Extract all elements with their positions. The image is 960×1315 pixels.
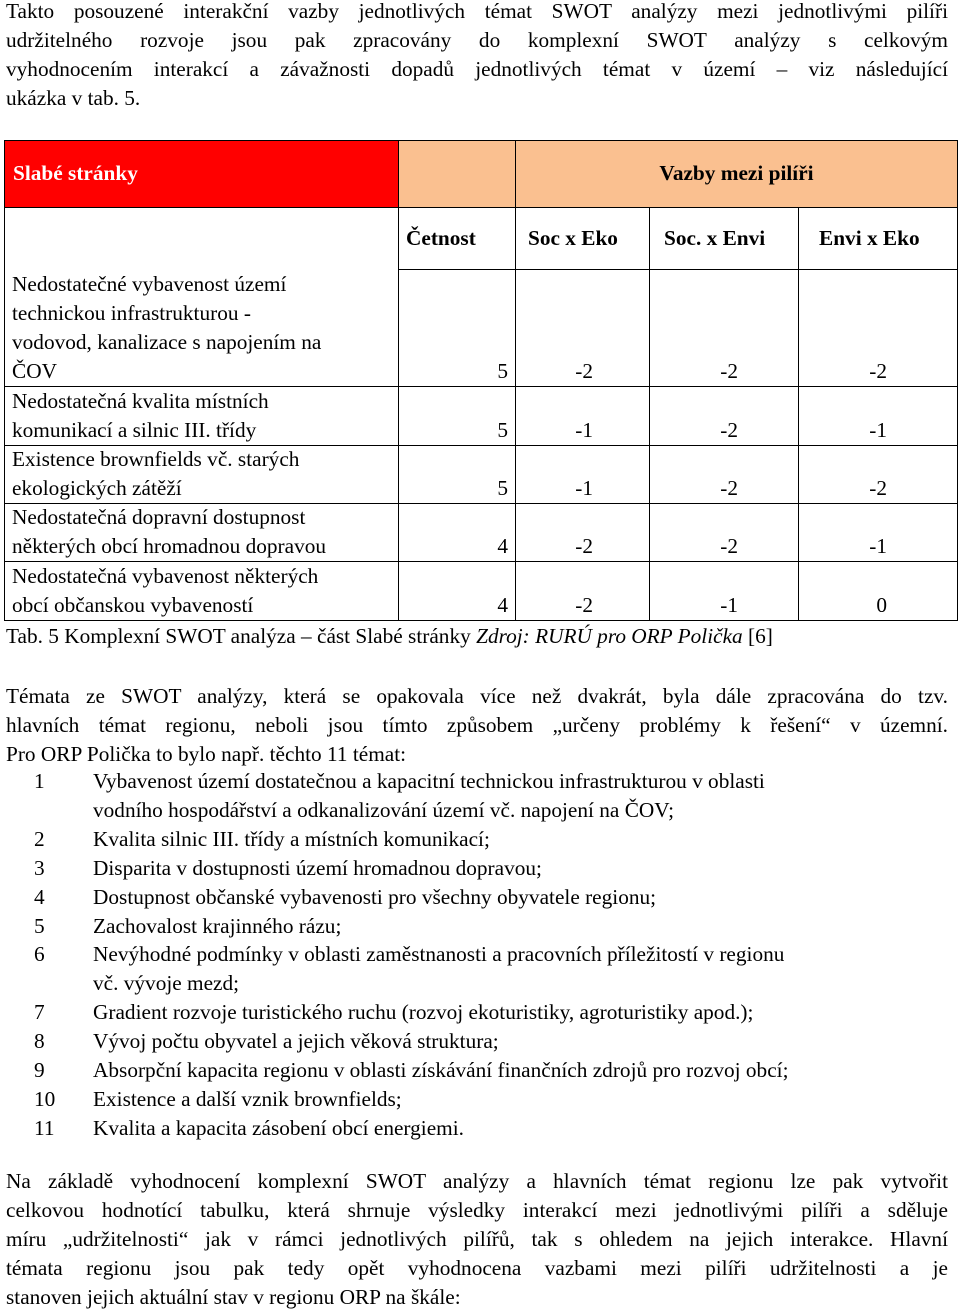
caption-source: Zdroj: RURÚ pro ORP Polička	[476, 624, 743, 648]
grid-line	[398, 207, 399, 269]
list-number: 10	[34, 1086, 56, 1111]
cell-cetnost: 5	[497, 359, 508, 383]
list-item	[0, 1085, 960, 1114]
text-line: vyhodnocením interakcí a závažnosti dopadů jednotlivých témat v území – viz následující	[6, 57, 948, 81]
grid-line	[4, 207, 5, 269]
text-line: stanoven jejich aktuální stav v regionu ORP na škále:	[6, 1285, 461, 1309]
cell-cetnost: 5	[497, 418, 508, 442]
list-text: Nevýhodné podmínky v oblasti zaměstnanosti a pracovních příležitostí v regionu	[93, 942, 785, 967]
list-text: Disparita v dostupnosti území hromadnou dopravou;	[93, 855, 542, 880]
row-label: Existence brownfields vč. starých ekologických zátěží	[12, 447, 300, 500]
cell-envi-eko: -2	[869, 476, 887, 500]
grid-line	[4, 269, 5, 270]
grid-line	[398, 269, 958, 270]
row-label: Nedostatečná dopravní dostupnost některých obcí hromadnou dopravou	[12, 505, 327, 558]
cell-soc-eko: -2	[575, 534, 593, 558]
list-item	[0, 912, 960, 941]
cell-soc-eko: -1	[575, 476, 593, 500]
swot-table	[4, 140, 958, 621]
grid-line	[957, 207, 958, 269]
text-line: Témata ze SWOT analýzy, která se opakovala více než dvakrát, byla dále zpracována do tzv.	[6, 684, 948, 708]
list-item	[0, 998, 960, 1027]
text-line: témata regionu jsou pak tedy opět vyhodnocena vazbami mezi pilíři udržitelnosti a je	[6, 1256, 948, 1280]
cell-envi-eko: -1	[869, 418, 887, 442]
text-line: udržitelného rozvoje jsou pak zpracovány do komplexní SWOT analýzy s celkovým	[6, 28, 948, 52]
list-number: 6	[34, 942, 45, 967]
grid-line	[649, 207, 650, 269]
text-line: míru „udržitelnosti“ jak v rámci jednotlivých pilířů, tak s ohledem na jejich interakce. Hlavní	[6, 1227, 948, 1251]
column-header-envi-eko: Envi x Eko	[819, 226, 920, 250]
cell-envi-eko: -2	[869, 359, 887, 383]
cell-soc-envi: -2	[720, 534, 738, 558]
list-number: 8	[34, 1029, 45, 1054]
group-header-cell	[515, 140, 958, 208]
list-text: Vývoj počtu obyvatel a jejich věková struktura;	[93, 1029, 499, 1054]
list-number: 9	[34, 1058, 45, 1083]
cell-soc-envi: -1	[720, 593, 738, 617]
list-text: Dostupnost občanské vybavenosti pro všechny obyvatele regionu;	[93, 884, 657, 909]
topics-intro-paragraph	[6, 682, 948, 769]
table-title-cell	[4, 140, 399, 208]
cell-cetnost: 4	[497, 593, 508, 617]
cell-envi-eko: -1	[869, 534, 887, 558]
table-title: Slabé stránky	[13, 161, 138, 185]
grid-line	[798, 207, 799, 269]
grid-line	[957, 269, 958, 386]
table-caption: Tab. 5 Komplexní SWOT analýza – část Slabé stránky Zdroj: RURÚ pro ORP Polička [6]	[6, 624, 773, 648]
row-label: Nedostatečná kvalita místních komunikací a silnic III. třídy	[12, 389, 269, 442]
intro-paragraph	[6, 0, 948, 113]
text-line: Takto posouzené interakční vazby jednotlivých témat SWOT analýzy mezi jednotlivými pilíři	[6, 0, 948, 23]
list-number: 1	[34, 769, 45, 793]
list-text: vč. vývoje mezd;	[93, 971, 240, 996]
list-text: Kvalita a kapacita zásobení obcí energiemi.	[93, 1115, 464, 1140]
column-header-cetnost: Četnost	[406, 226, 476, 250]
list-item	[0, 1027, 960, 1056]
grid-line	[957, 386, 958, 621]
cell-cetnost: 5	[497, 476, 508, 500]
list-text: vodního hospodářství a odkanalizování území vč. napojení na ČOV;	[93, 797, 674, 822]
list-item	[0, 825, 960, 854]
column-header-soc-envi: Soc. x Envi	[664, 226, 766, 250]
list-text: Vybavenost území dostatečnou a kapacitní technickou infrastrukturou v oblasti	[93, 769, 765, 793]
text-line: Pro ORP Polička to bylo např. těchto 11 témat:	[6, 742, 407, 766]
list-number: 3	[34, 855, 45, 880]
list-item	[0, 767, 960, 825]
list-number: 11	[34, 1115, 55, 1140]
cell-soc-envi: -2	[720, 418, 738, 442]
grid-line	[4, 620, 958, 621]
header-blank-cell	[398, 140, 516, 208]
column-header-soc-eko: Soc x Eko	[528, 226, 618, 250]
list-text: Absorpční kapacita regionu v oblasti získávání finančních zdrojů pro rozvoj obcí;	[93, 1058, 789, 1083]
list-item	[0, 883, 960, 912]
list-number: 4	[34, 884, 45, 909]
text-line: Na základě vyhodnocení komplexní SWOT analýzy a hlavních témat regionu lze pak vytvořit	[6, 1169, 948, 1193]
list-text: Zachovalost krajinného rázu;	[93, 913, 342, 938]
cell-soc-eko: -1	[575, 418, 593, 442]
list-item	[0, 1114, 960, 1143]
text-line: hlavních témat regionu, neboli jsou tímto způsobem „určeny problémy k řešení“ v územní.	[6, 713, 948, 737]
list-number: 5	[34, 913, 45, 938]
cell-soc-envi: -2	[720, 359, 738, 383]
text-line: ukázka v tab. 5.	[6, 86, 141, 110]
list-number: 7	[34, 1000, 45, 1025]
topics-list	[0, 767, 960, 1143]
cell-cetnost: 4	[497, 534, 508, 558]
list-text: Gradient rozvoje turistického ruchu (rozvoj ekoturistiky, agroturistiky apod.);	[93, 1000, 754, 1025]
cell-soc-eko: -2	[575, 359, 593, 383]
cell-soc-envi: -2	[720, 476, 738, 500]
list-item	[0, 854, 960, 883]
list-item	[0, 940, 960, 998]
list-item	[0, 1056, 960, 1085]
text-line: celkovou hodnotící tabulku, která shrnuje výsledky interakcí mezi jednotlivými pilíři a sděluje	[6, 1198, 948, 1222]
list-number: 2	[34, 826, 45, 851]
list-text: Existence a další vznik brownfields;	[93, 1086, 402, 1111]
row-label: Nedostatečná vybavenost některých obcí občanskou vybaveností	[12, 564, 319, 617]
grid-line	[4, 269, 5, 621]
summary-paragraph	[6, 1167, 948, 1312]
cell-envi-eko: 0	[876, 593, 887, 617]
cell-soc-eko: -2	[575, 593, 593, 617]
group-header: Vazby mezi pilíři	[659, 161, 814, 185]
row-label: Nedostatečné vybavenost území technickou infrastrukturou - vodovod, kanalizace s napojením na ČOV	[12, 272, 322, 383]
list-text: Kvalita silnic III. třídy a místních komunikací;	[93, 826, 490, 851]
grid-line	[515, 207, 516, 269]
